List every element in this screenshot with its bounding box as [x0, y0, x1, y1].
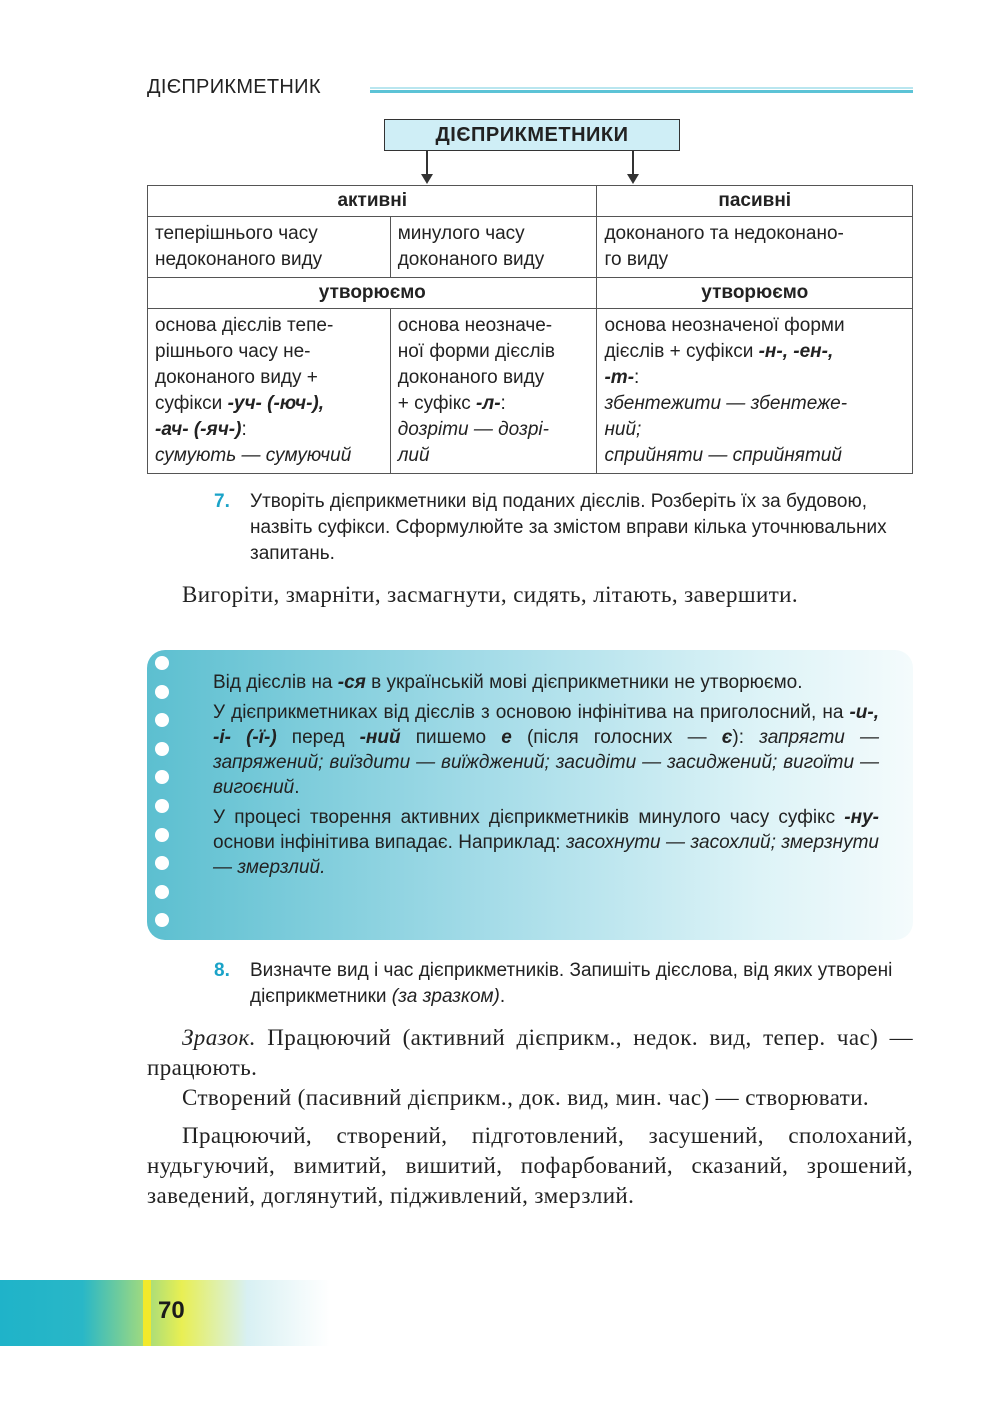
rule-1: Від дієслів на -ся в українській мові дієприкметники не утворюємо. [213, 672, 803, 693]
task-7 [214, 489, 914, 567]
formation-header-active: утворюємо [148, 278, 597, 309]
rule-note-text [213, 670, 879, 885]
task-8 [214, 958, 914, 1010]
table-title: ДІЄПРИКМЕТНИКИ [384, 119, 680, 151]
header-rule [370, 87, 913, 93]
section-title: ДІЄПРИКМЕТНИК [147, 76, 321, 98]
active-present-cell: теперішнього часу недоконаного виду [148, 217, 391, 278]
sample-line-1: Зразок. Працюючий (активний дієприкм., недок. вид, тепер. час) — працюють. [147, 1025, 913, 1080]
participles-table [147, 185, 913, 474]
task-text: Визначте вид і час дієприкметників. Запишіть дієслова, від яких утворені дієприкметники (за зразком). [250, 960, 893, 1007]
task-text: Утворіть дієприкметники від поданих дієслів. Розберіть їх за будовою, назвіть суфікси. Сформулюйте за змістом вправи кілька уточнювальних запитань. [250, 491, 887, 564]
passive-header: пасивні [597, 186, 913, 217]
footer-accent [143, 1280, 151, 1346]
rule-2: У дієприкметниках від дієслів з основою інфінітива на приголосний, на -и-, -і- (-ї-) перед -ний пишемо е (після голосних — є): запрягти — запряжений; виїздити — виїжджений; засидіти — засиджений; вигоїти — вигоєний. [213, 702, 879, 798]
formation-header-passive: утворюємо [597, 278, 913, 309]
formation-passive: основа неозначеної форми дієслів + суфікси -н-, -ен-, -т-: збентежити — збентеже- ний; сприйняти — сприйнятий [597, 309, 913, 474]
arrow-down-icon [426, 151, 428, 175]
exercise-7-words: Вигоріти, змарніти, засмагнути, сидять, літають, завершити. [182, 582, 799, 607]
arrow-down-icon [632, 151, 634, 175]
formation-active-past: основа неозначе- ної форми дієслів доконаного виду + суфікс -л-: дозріти — дозрі- лий [390, 309, 597, 474]
page-number: 70 [158, 1297, 185, 1324]
active-past-cell: минулого часу доконаного виду [390, 217, 597, 278]
binder-dots [155, 656, 171, 942]
active-header: активні [148, 186, 597, 217]
task-number: 8. [214, 960, 230, 981]
passive-cell: доконаного та недоконано- го виду [597, 217, 913, 278]
sample-line-2: Створений (пасивний дієприкм., док. вид, мин. час) — створювати. [182, 1085, 870, 1110]
exercise-8-words: Працюючий, створений, підготовлений, засушений, сполоханий, нудьгуючий, вимитий, вишитий, пофарбований, сказаний, зрошений, заведений, доглянутий, підживлений, змерзлий. [147, 1123, 913, 1208]
exercise-8-sample [147, 1023, 913, 1211]
task-number: 7. [214, 491, 230, 512]
rule-3: У процесі творення активних дієприкметників минулого часу суфікс -ну- основи інфінітива випадає. Наприклад: засохнути — засохлий; змерзнути — змерзлий. [213, 807, 880, 878]
formation-active-present: основа дієслів тепе- рішнього часу не- доконаного виду + суфікси -уч- (-юч-), -ач- (-яч-): сумують — сумуючий [148, 309, 391, 474]
